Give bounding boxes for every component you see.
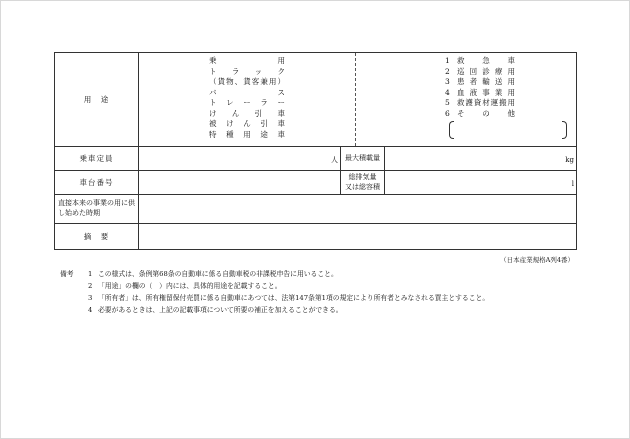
- use-label: 用 途: [55, 53, 139, 147]
- application-form-table: [54, 52, 577, 250]
- riding-capacity-field[interactable]: [139, 147, 341, 171]
- remarks-heading: 備考: [60, 270, 74, 278]
- chassis-number-label: 車台番号: [55, 171, 139, 195]
- specific-use-option: 1 救急車: [445, 56, 515, 65]
- remarks-item-text: 必要があるときは、上記の記載事項について所要の補正を加えることができる。: [98, 306, 343, 314]
- remarks-item-number: 2: [88, 282, 93, 290]
- vehicle-type-option: トラック: [209, 66, 285, 76]
- summary-label: 摘 要: [55, 224, 139, 250]
- vehicle-type-option: （貨物、貨客兼用）: [209, 77, 285, 86]
- riding-capacity-label: 乗車定員: [55, 147, 139, 171]
- remarks-item-text: 「用途」の欄の（ ）内には、具体的用途を記載すること。: [98, 282, 282, 290]
- left-bracket: [449, 121, 454, 139]
- other-use-bracket-field[interactable]: [449, 121, 567, 137]
- displacement-label: [341, 171, 385, 195]
- specific-use-option: 5 救護資材運搬用: [445, 98, 515, 107]
- max-load-label: 最大積載量: [341, 147, 385, 171]
- max-load-field[interactable]: [385, 147, 577, 171]
- paper-size-note: （日本産業規格A列4番）: [500, 256, 574, 264]
- displacement-label-line1: 総排気量: [348, 173, 377, 182]
- specific-use-option: 3 患者輸送用: [445, 77, 515, 86]
- remarks-item-number: 1: [88, 270, 93, 278]
- riding-capacity-unit: 人: [331, 156, 338, 164]
- max-load-unit: kg: [565, 156, 575, 164]
- remarks-item-number: 4: [88, 306, 93, 314]
- specific-use-options: [357, 53, 571, 146]
- vehicle-type-options: [139, 53, 356, 146]
- use-options-cell[interactable]: [139, 53, 577, 147]
- remarks-item-number: 3: [88, 294, 93, 302]
- vehicle-type-option: トレーラー: [209, 98, 285, 107]
- vehicle-type-option: 被けん引車: [209, 119, 285, 128]
- remarks-item-text: 「所有者」は、所有権留保付売買に係る自動車にあつては、法第147条第1項の規定により所有者とみなされる買主とすること。: [98, 294, 490, 302]
- displacement-field[interactable]: [385, 171, 577, 195]
- displacement-unit: l: [571, 180, 575, 188]
- vehicle-type-option: けん引車: [209, 108, 285, 118]
- specific-use-option: 2 巡回診療用: [445, 66, 515, 76]
- displacement-label-line2: 又は総容積: [345, 182, 380, 191]
- first-use-date-label: 直接本来の事業の用に供し始めた時期: [55, 195, 139, 224]
- remarks-item-text: この様式は、条例第68条の自動車に係る自動車税の非課税申告に用いること。: [98, 270, 338, 278]
- first-use-date-field[interactable]: [139, 195, 577, 224]
- summary-field[interactable]: [139, 224, 577, 250]
- specific-use-option: 6 その他: [445, 108, 515, 118]
- vehicle-type-option: 特種用途車: [209, 129, 285, 139]
- vehicle-type-option: 乗用: [209, 56, 285, 65]
- chassis-number-field[interactable]: [139, 171, 341, 195]
- vehicle-type-option: バス: [209, 87, 285, 97]
- specific-use-option: 4 血液事業用: [445, 87, 515, 97]
- right-bracket: [562, 121, 567, 139]
